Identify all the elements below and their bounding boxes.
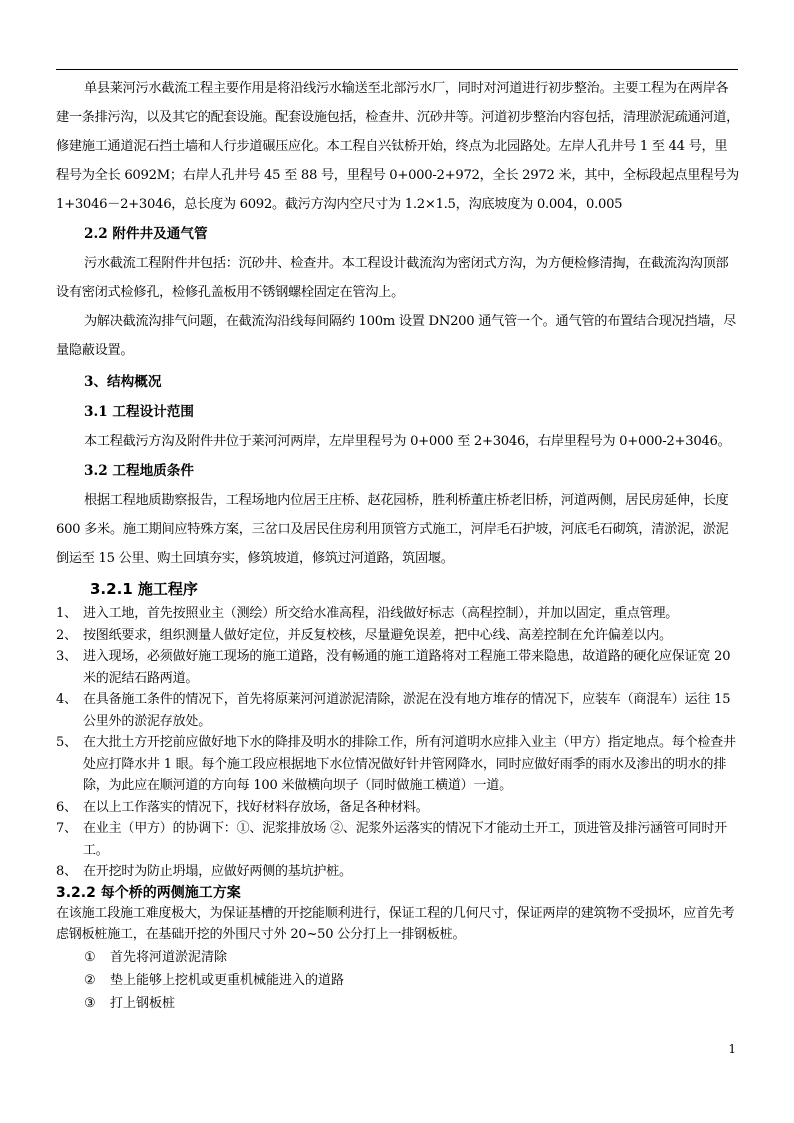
list-item (56, 861, 740, 883)
list-item-text: 按图纸要求，组织测量人做好定位，并反复校核，尽量避免误差，把中心线、高差控制在允许偏差以内。 (83, 627, 672, 643)
list-item-number: 1、 (56, 606, 77, 621)
list-item-text: 进入现场，必须做好施工现场的施工道路，没有畅通的施工道路将对工程施工带来隐患，故道路的硬化应保证宽 20 米的泥结石路两道。 (83, 649, 731, 686)
list-item (56, 689, 740, 732)
list-item-number: 7、 (56, 821, 77, 836)
list-item-number: 3、 (56, 649, 77, 664)
list-item-number: ③ (84, 995, 96, 1011)
list-item-text: 在具备施工条件的情况下，首先将原莱河河道淤泥清除，淤泥在没有地方堆存的情况下，应装车（商混车）运往 15 公里外的淤泥存放处。 (83, 692, 731, 729)
list-item-number: 4、 (56, 692, 77, 707)
list-item-text: 打上钢板桩 (110, 995, 176, 1011)
procedure-list (56, 603, 740, 883)
list-item-number: ② (84, 972, 96, 988)
section-3-1-heading: 3.1 工程设计范围 (84, 404, 194, 420)
list-item (56, 818, 740, 861)
list-item-text: 在大批土方开挖前应做好地下水的降排及明水的排除工作，所有河道明水应排入业主（甲方）指定地点。每个检查井处应打降水井 1 眼。每个施工段应根据地下水位情况做好针井管网降水，同时应做好雨季的雨水及渗出的明水的排除，为此应在顺河道的方向每 100 米做横向坝子（同时做施工横道）一道。 (83, 735, 736, 793)
list-item (56, 603, 740, 625)
intro-paragraph: 单县莱河污水截流工程主要作用是将沿线污水输送至北部污水厂，同时对河道进行初步整治。主要工程为在两岸各建一条排污沟，以及其它的配套设施。配套设施包括，检查井、沉砂井等。河道初步整治内容包括，清理淤泥疏通河道，修建施工通道泥石挡土墙和人行步道碾压应化。本工程自兴钛桥开始，终点为北园路处。左岸人孔井号 1 至 44 号，里程号为全长 6092M；右岸人孔井号 45 至 88 号，里程号 0+000-2+972，全长 2972 米，其中，全标段起点里程号为 1+3046－2+3046，总长度为 6092。截污方沟内空尺寸为 1.2×1.5，沟底坡度为 0.004，0.005 (56, 81, 740, 212)
list-item (56, 646, 740, 689)
list-item-text: 在开挖时为防止坍塌，应做好两侧的基坑护桩。 (83, 864, 352, 879)
list-item-text: 首先将河道淤泥清除 (110, 949, 228, 965)
section-3-2-2-paragraph: 在该施工段施工难度极大，为保证基槽的开挖能顺利进行，保证工程的几何尺寸，保证两岸的建筑物不受损坏，应首先考虑钢板桩施工，在基础开挖的外围尺寸外 20~50 公分打上一排钢板桩。 (56, 905, 735, 942)
section-3-2-paragraph: 根据工程地质勘察报告，工程场地内位居王庄桥、赵花园桥，胜利桥董庄桥老旧桥，河道两侧，居民房延伸，长度 600 多米。施工期间应特殊方案，三岔口及居民住房利用顶管方式施工，河岸毛石护坡，河底毛石砌筑，清淤泥，淤泥倒运至 15 公里、购土回填夯实，修筑坡道，修筑过河道路，筑固堰。 (56, 493, 729, 566)
header-rule (56, 69, 738, 70)
section-3-2-heading: 3.2 工程地质条件 (84, 463, 194, 479)
list-item-text: 在以上工作落实的情况下，找好材料存放场，备足各种材料。 (83, 799, 429, 815)
list-item-text: 进入工地，首先按照业主（测绘）所交给水准高程，沿线做好标志（高程控制），并加以固定，重点管理。 (83, 606, 679, 621)
list-item (56, 797, 740, 819)
section-2-2-paragraph-1: 污水截流工程附件井包括：沉砂井、检查井。本工程设计截流沟为密闭式方沟，为方便检修清掏，在截流沟沟顶部设有密闭式检修孔，检修孔盖板用不锈钢螺栓固定在管沟上。 (56, 256, 729, 300)
bridge-steps-list (56, 946, 740, 1015)
section-3-heading: 3、结构概况 (84, 374, 162, 390)
list-item (56, 732, 740, 797)
list-item-number: 2、 (56, 627, 77, 643)
section-2-2-heading: 2.2 附件井及通气管 (84, 226, 208, 242)
list-item-number: 5、 (56, 735, 77, 750)
list-item (56, 625, 740, 647)
list-item-number: ① (84, 949, 96, 965)
list-item (56, 946, 740, 969)
list-item-number: 6、 (56, 799, 77, 815)
section-3-2-2-heading: 3.2.2 每个桥的两侧施工方案 (56, 884, 241, 901)
list-item (56, 992, 740, 1015)
page-number: 1 (728, 1042, 736, 1056)
document-body (56, 74, 740, 1015)
section-3-2-1-heading: 3.2.1 施工程序 (90, 580, 198, 598)
list-item-text: 在业主（甲方）的协调下：①、泥浆排放场 ②、泥浆外运落实的情况下才能动土开工，顶进管及排污涵管可同时开工。 (83, 821, 727, 858)
section-2-2-paragraph-2: 为解决截流沟排气问题，在截流沟沿线每间隔约 100m 设置 DN200 通气管一个。通气管的布置结合现况挡墙，尽量隐蔽设置。 (56, 314, 736, 358)
list-item (56, 969, 740, 992)
list-item-number: 8、 (56, 864, 77, 879)
list-item-text: 垫上能够上挖机或更重机械能进入的道路 (110, 972, 345, 988)
section-3-1-paragraph: 本工程截污方沟及附件井位于莱河河两岸，左岸里程号为 0+000 至 2+3046，右岸里程号为 0+000-2+3046。 (84, 434, 731, 449)
